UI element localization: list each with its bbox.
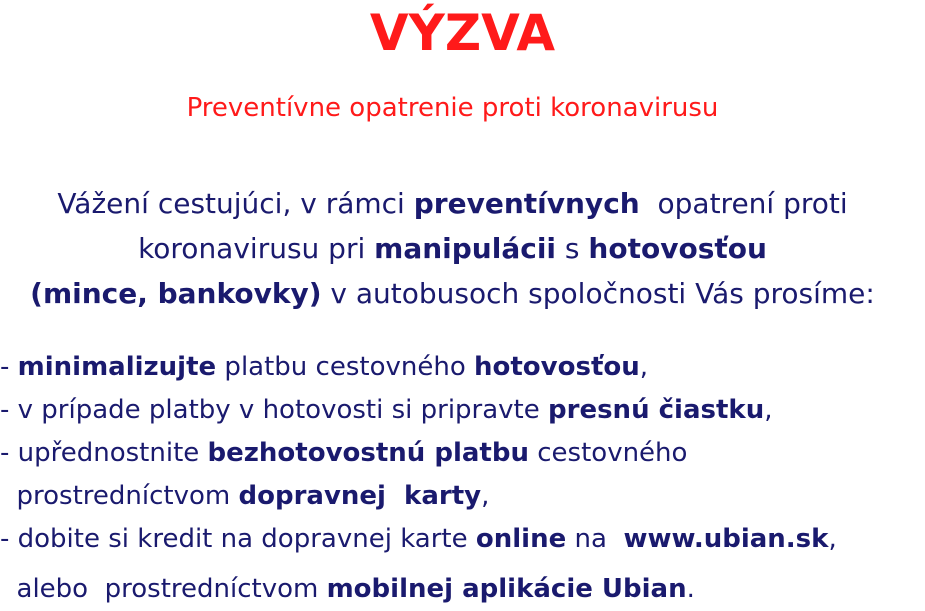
list-text: prostredníctvom	[0, 481, 239, 511]
list-text: na	[566, 524, 624, 554]
list-item	[0, 432, 925, 475]
list-text: ,	[764, 395, 773, 425]
list-emphasis: mobilnej aplikácie Ubian	[326, 574, 687, 604]
list-item	[0, 518, 925, 561]
intro-line-2	[0, 226, 905, 271]
list-emphasis: dopravnej karty	[238, 481, 482, 511]
intro-paragraph	[0, 181, 905, 316]
list-item	[0, 389, 925, 432]
list-text: .	[686, 574, 695, 604]
intro-line-1	[0, 181, 905, 226]
list-text: ,	[481, 481, 490, 511]
list-text: -	[0, 352, 18, 382]
list-text: ,	[828, 524, 837, 554]
list-item	[0, 346, 925, 389]
list-text: cestovného	[528, 438, 688, 468]
list-text: - dobite si kredit na dopravnej karte	[0, 524, 476, 554]
list-emphasis: minimalizujte	[17, 352, 217, 382]
intro-text: s	[556, 232, 589, 265]
list-emphasis: bezhotovostnú platbu	[207, 438, 529, 468]
notice-subheading: Preventívne opatrenie proti koronavirusu	[186, 93, 719, 123]
list-emphasis: hotovosťou	[474, 352, 640, 382]
instruction-list	[0, 346, 925, 611]
list-emphasis: presnú čiastku	[548, 395, 765, 425]
intro-text: koronavirusu pri	[138, 232, 375, 265]
list-text: - upřednostnite	[0, 438, 208, 468]
list-text: - v prípade platby v hotovosti si pripravte	[0, 395, 549, 425]
intro-emphasis: manipulácii	[374, 232, 557, 265]
list-emphasis: online	[475, 524, 567, 554]
intro-text: opatrení proti	[639, 187, 848, 220]
intro-emphasis: hotovosťou	[588, 232, 767, 265]
website-link-text: www.ubian.sk	[623, 524, 829, 554]
intro-emphasis: preventívnych	[413, 187, 640, 220]
list-item-continuation	[0, 568, 925, 611]
list-text: ,	[639, 352, 649, 382]
list-item-continuation	[0, 475, 925, 518]
intro-emphasis: (mince, bankovky)	[30, 277, 322, 310]
list-text: alebo prostredníctvom	[0, 574, 327, 604]
list-text: platbu cestovného	[216, 352, 474, 382]
intro-line-3	[0, 271, 905, 316]
intro-text: v autobusoch spoločnosti Vás prosíme:	[321, 277, 875, 310]
intro-text: Vážení cestujúci, v rámci	[57, 187, 414, 220]
notice-heading: VÝZVA	[369, 4, 556, 62]
